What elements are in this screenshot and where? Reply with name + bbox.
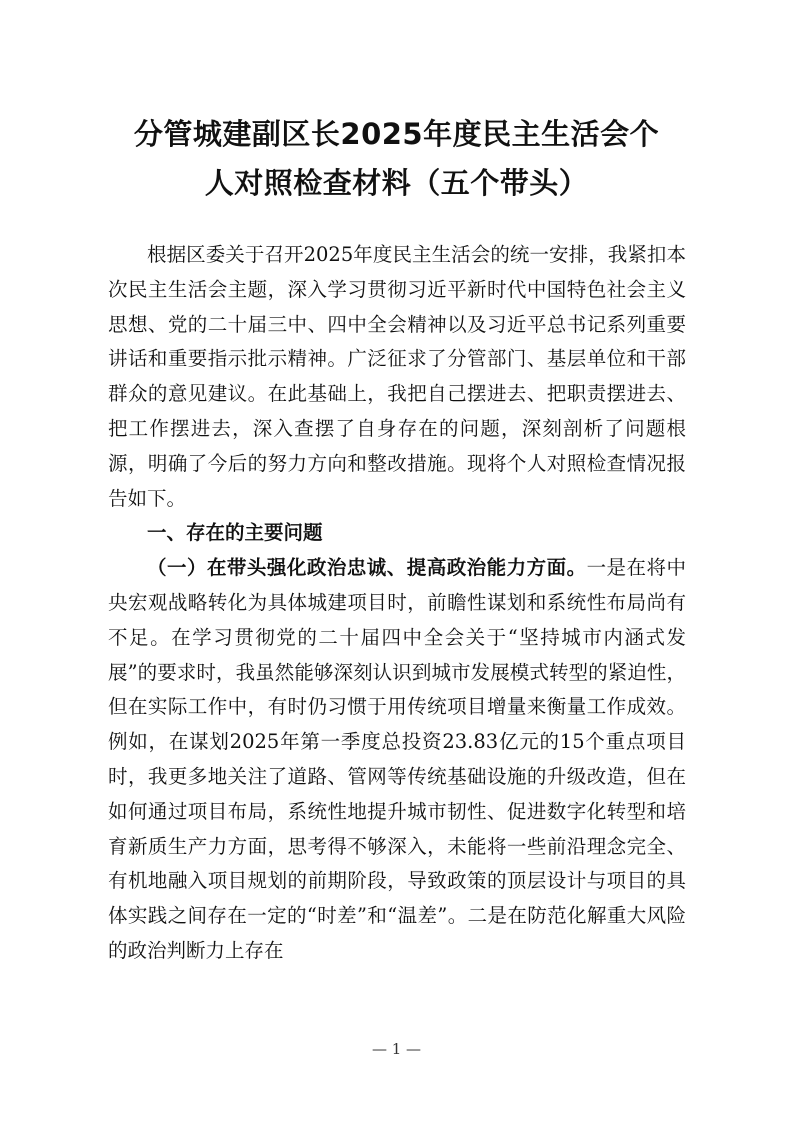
subsection-paragraph — [108, 551, 686, 969]
subsection-lead: （一）在带头强化政治忠诚、提高政治能力方面。 — [147, 556, 587, 580]
subsection-body: 一是在将中央宏观战略转化为具体城建项目时，前瞻性谋划和系统性布局尚有不足。在学习贯彻党的二十届四中全会关于“坚持城市内涵式发展”的要求时，我虽然能够深刻认识到城市发展模式转型的紧迫性，但在实际工作中，有时仍习惯于用传统项目增量来衡量工作成效。例如，在谋划2025年第一季度总投资23.83亿元的15个重点项目时，我更多地关注了道路、管网等传统基础设施的升级改造，但在如何通过项目布局，系统性地提升城市韧性、促进数字化转型和培育新质生产力方面，思考得不够深入，未能将一些前沿理念完全、有机地融入项目规划的前期阶段，导致政策的顶层设计与项目的具体实践之间存在一定的“时差”和“温差”。二是在防范化解重大风险的政治判断力上存在 — [108, 556, 686, 962]
title-line-1: 分管城建副区长2025年度民主生活会个 — [133, 117, 660, 151]
title-line-2: 人对照检查材料（五个带头） — [204, 166, 589, 200]
page-number: — 1 — — [371, 1040, 422, 1058]
section-heading: 一、存在的主要问题 — [147, 521, 323, 545]
intro-paragraph: 根据区委关于召开2025年度民主生活会的统一安排，我紧扣本次民主生活会主题，深入学习贯彻习近平新时代中国特色社会主义思想、党的二十届三中、四中全会精神以及习近平总书记系列重要讲话和重要指示批示精神。广泛征求了分管部门、基层单位和干部群众的意见建议。在此基础上，我把自己摆进去、把职责摆进去、把工作摆进去，深入查摆了自身存在的问题，深刻剖析了问题根源，明确了今后的努力方向和整改措施。现将个人对照检查情况报告如下。 — [108, 243, 686, 510]
document-body — [108, 238, 686, 969]
document-title — [100, 110, 693, 208]
